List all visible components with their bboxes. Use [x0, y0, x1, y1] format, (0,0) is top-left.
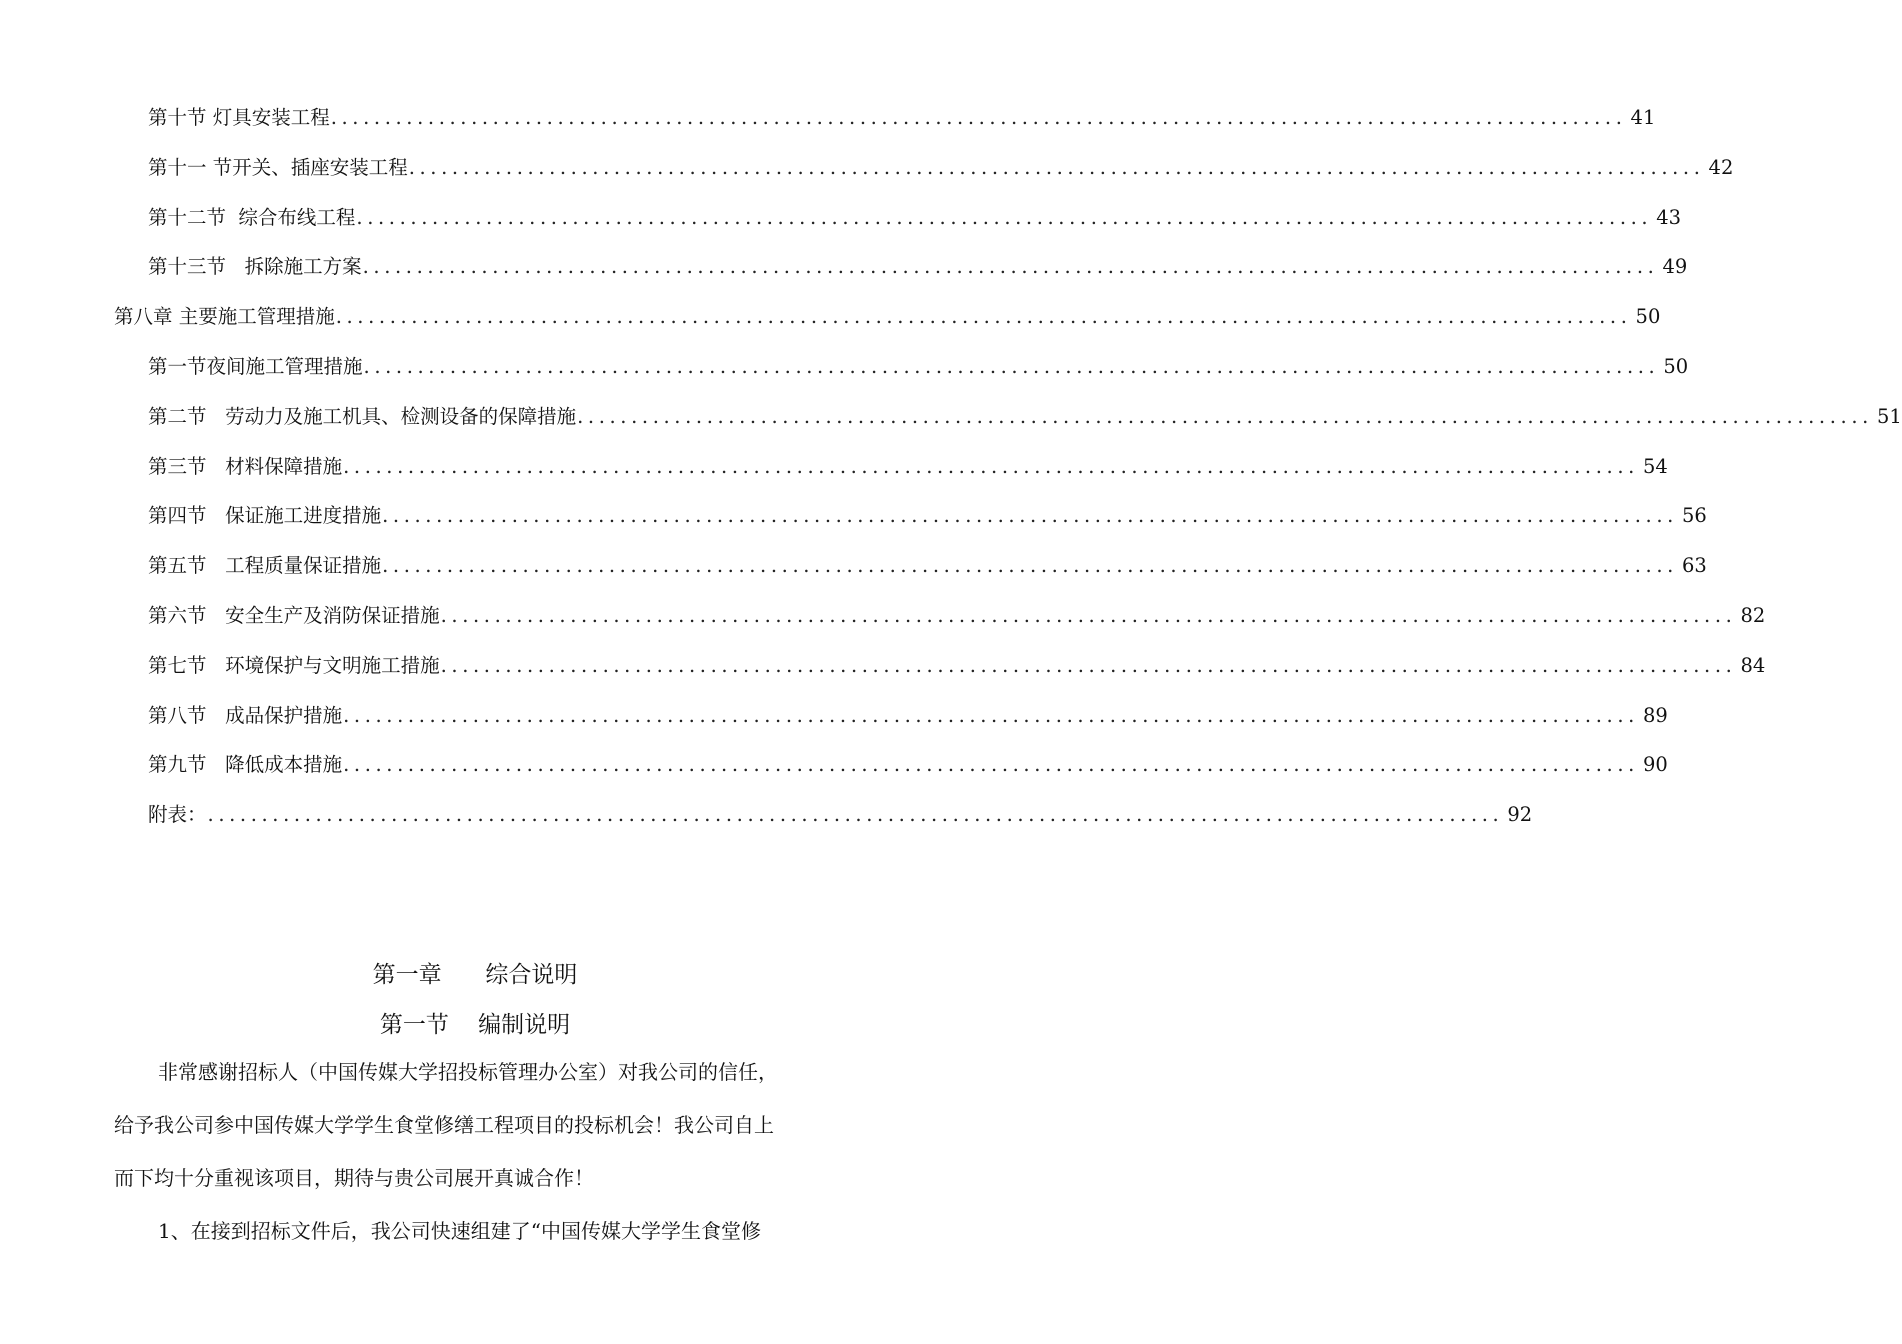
toc-entry-label: 第十一 节开关、插座安装工程	[148, 155, 408, 179]
body-line: 1、在接到招标文件后，我公司快速组建了“中国传媒大学学生食堂修	[158, 1219, 761, 1243]
section-title: 第一节 编制说明	[379, 1012, 571, 1038]
toc-dot-leader: ........................................................................................................................	[382, 504, 1678, 528]
toc-entry[interactable]	[0, 351, 1689, 401]
toc-dot-leader: ........................................................................................................................	[363, 354, 1660, 378]
toc-chapter-entry[interactable]	[0, 301, 1661, 351]
toc-entry[interactable]	[0, 650, 1766, 700]
toc-entry-label: 第十节 灯具安装工程	[148, 106, 330, 129]
toc-entry[interactable]	[0, 401, 1902, 451]
toc-page-number: 89	[1642, 703, 1668, 727]
toc-page-number: 92	[1507, 803, 1533, 827]
toc-entry[interactable]	[0, 102, 1656, 152]
toc-dot-leader: ........................................................................................................................	[577, 404, 1873, 428]
body-line: 而下均十分重视该项目，期待与贵公司展开真诚合作！	[114, 1166, 594, 1190]
toc-page-number: 63	[1681, 554, 1707, 578]
toc-page-number: 54	[1642, 454, 1668, 478]
table-of-contents	[0, 102, 1902, 849]
toc-page-number: 90	[1642, 753, 1668, 777]
toc-dot-leader: ........................................................................................................................	[330, 106, 1627, 129]
toc-entry-label: 第五节 工程质量保证措施	[148, 554, 382, 578]
toc-page-number: 82	[1740, 603, 1766, 627]
body-line: 非常感谢招标人（中国传媒大学招投标管理办公室）对我公司的信任，	[158, 1060, 778, 1084]
toc-entry-label: 第一节夜间施工管理措施	[148, 354, 363, 378]
toc-dot-leader: ........................................................................................................................	[343, 703, 1639, 727]
toc-entry-label: 第七节 环境保护与文明施工措施	[148, 653, 440, 677]
chapter-title: 第一章 综合说明	[372, 962, 578, 988]
toc-page-number: 42	[1708, 155, 1734, 179]
toc-entry[interactable]	[0, 749, 1668, 799]
toc-dot-leader: ........................................................................................................................	[335, 305, 1632, 329]
toc-entry-label: 第三节 材料保障措施	[148, 454, 343, 478]
toc-dot-leader: ........................................................................................................................	[207, 803, 1504, 827]
toc-page-number: 51	[1876, 404, 1902, 428]
toc-dot-leader: ........................................................................................................................	[440, 603, 1737, 627]
toc-dot-leader: ........................................................................................................................	[343, 753, 1639, 777]
toc-entry-label: 第二节 劳动力及施工机具、检测设备的保障措施	[148, 404, 577, 428]
toc-dot-leader: ........................................................................................................................	[408, 155, 1705, 179]
toc-entry-label: 第九节 降低成本措施	[148, 753, 343, 777]
toc-entry-label: 第八章 主要施工管理措施	[114, 305, 335, 329]
body-line: 给予我公司参中国传媒大学学生食堂修缮工程项目的投标机会！我公司自上	[114, 1113, 774, 1137]
toc-page-number: 50	[1663, 354, 1689, 378]
toc-entry[interactable]	[0, 451, 1668, 501]
toc-page-number: 41	[1630, 106, 1656, 129]
toc-page-number: 50	[1635, 305, 1661, 329]
toc-dot-leader: ........................................................................................................................	[382, 554, 1678, 578]
toc-entry[interactable]	[0, 500, 1707, 550]
toc-entry[interactable]	[0, 202, 1682, 252]
toc-entry-label: 第八节 成品保护措施	[148, 703, 343, 727]
toc-page-number: 43	[1656, 205, 1682, 229]
toc-page-number: 49	[1662, 255, 1688, 279]
toc-dot-leader: ........................................................................................................................	[440, 653, 1737, 677]
toc-entry[interactable]	[0, 550, 1707, 600]
toc-entry-label: 附表：	[148, 803, 207, 827]
toc-entry-label: 第四节 保证施工进度措施	[148, 504, 382, 528]
toc-dot-leader: ........................................................................................................................	[343, 454, 1639, 478]
toc-page-number: 84	[1740, 653, 1766, 677]
toc-entry[interactable]	[0, 152, 1734, 202]
toc-entry-label: 第十二节 综合布线工程	[148, 205, 356, 229]
body-paragraph	[114, 1056, 859, 1268]
toc-entry[interactable]	[0, 700, 1668, 750]
toc-dot-leader: ........................................................................................................................	[362, 255, 1659, 279]
toc-dot-leader: ........................................................................................................................	[356, 205, 1653, 229]
toc-entry[interactable]	[0, 251, 1688, 301]
toc-entry-label: 第六节 安全生产及消防保证措施	[148, 603, 440, 627]
toc-entry-label: 第十三节 拆除施工方案	[148, 255, 362, 279]
toc-entry[interactable]	[0, 799, 1533, 849]
toc-entry[interactable]	[0, 600, 1766, 650]
toc-page-number: 56	[1681, 504, 1707, 528]
